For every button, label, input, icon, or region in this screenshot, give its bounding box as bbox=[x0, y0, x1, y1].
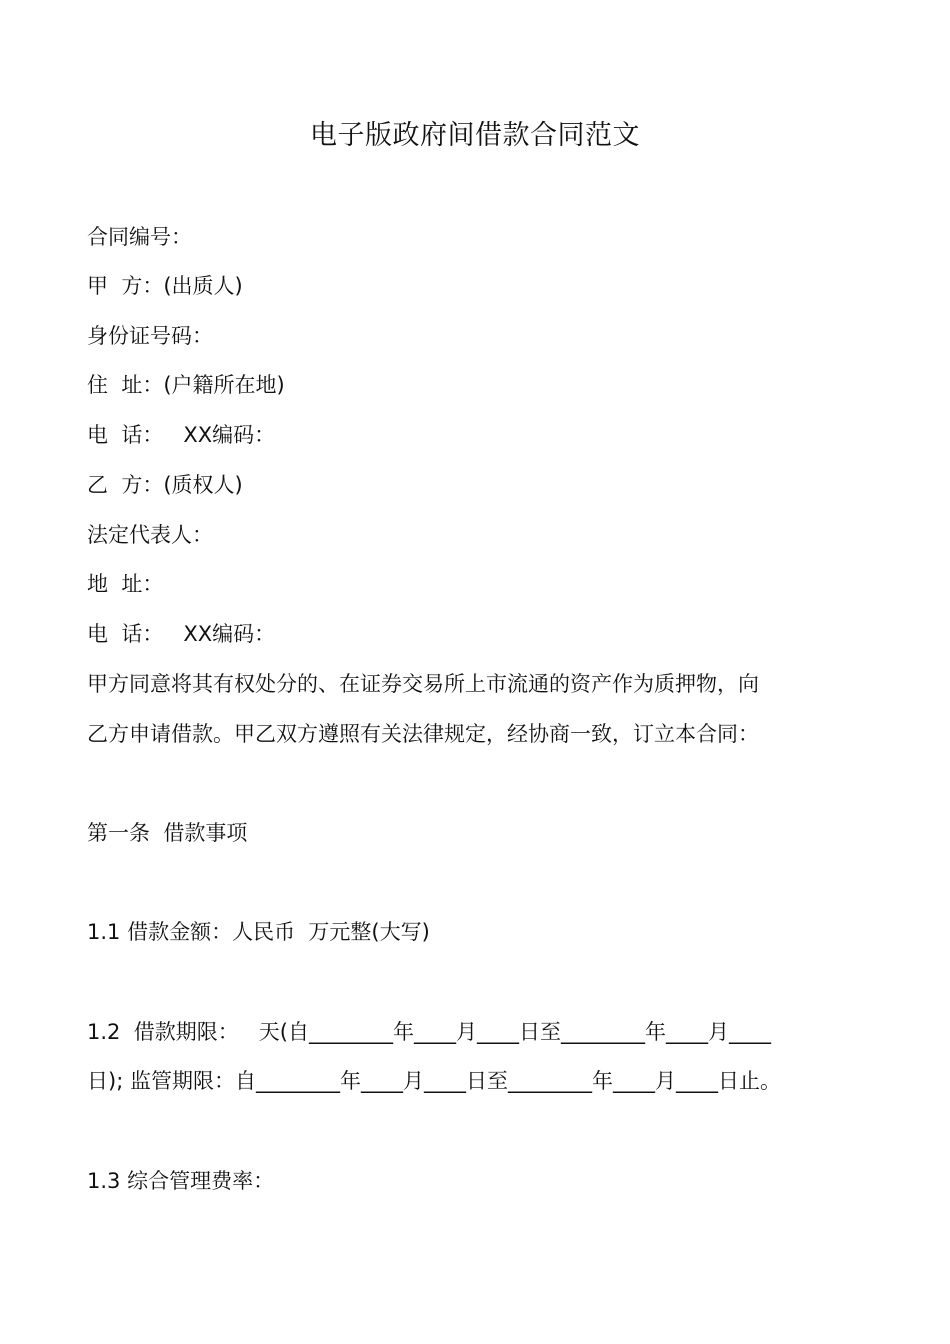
legal-representative-label: 法定代表人： bbox=[87, 523, 213, 547]
item-1-1-loan-amount: 1.1 借款金额：人民币 万元整(大写) bbox=[87, 920, 430, 944]
item-1-3-management-fee: 1.3 综合管理费率： bbox=[87, 1169, 275, 1193]
party-a-phone-line: 电 话： XX编码： bbox=[87, 423, 276, 447]
id-number-label: 身份证号码： bbox=[87, 324, 213, 348]
item-1-2-loan-term-line-2: 日); 监管期限：自________年____月____日至________年____月____日止。 bbox=[87, 1069, 781, 1093]
contract-number-label: 合同编号： bbox=[87, 225, 192, 249]
party-a-line: 甲 方：(出质人) bbox=[87, 274, 243, 298]
party-a-address-line: 住 址：(户籍所在地) bbox=[87, 373, 285, 397]
article-1-heading: 第一条 借款事项 bbox=[87, 821, 248, 845]
intro-paragraph-line-2: 乙方申请借款。甲乙双方遵照有关法律规定，经协商一致，订立本合同： bbox=[87, 722, 759, 746]
intro-paragraph-line-1: 甲方同意将其有权处分的、在证券交易所上市流通的资产作为质押物，向 bbox=[87, 672, 759, 696]
item-1-2-loan-term-line-1: 1.2 借款期限： 天(自________年____月____日至________年____月____ bbox=[87, 1020, 771, 1044]
party-b-line: 乙 方：(质权人) bbox=[87, 473, 243, 497]
document-title: 电子版政府间借款合同范文 bbox=[310, 120, 640, 151]
party-b-phone-line: 电 话： XX编码： bbox=[87, 622, 276, 646]
party-b-address-line: 地 址： bbox=[87, 572, 164, 596]
